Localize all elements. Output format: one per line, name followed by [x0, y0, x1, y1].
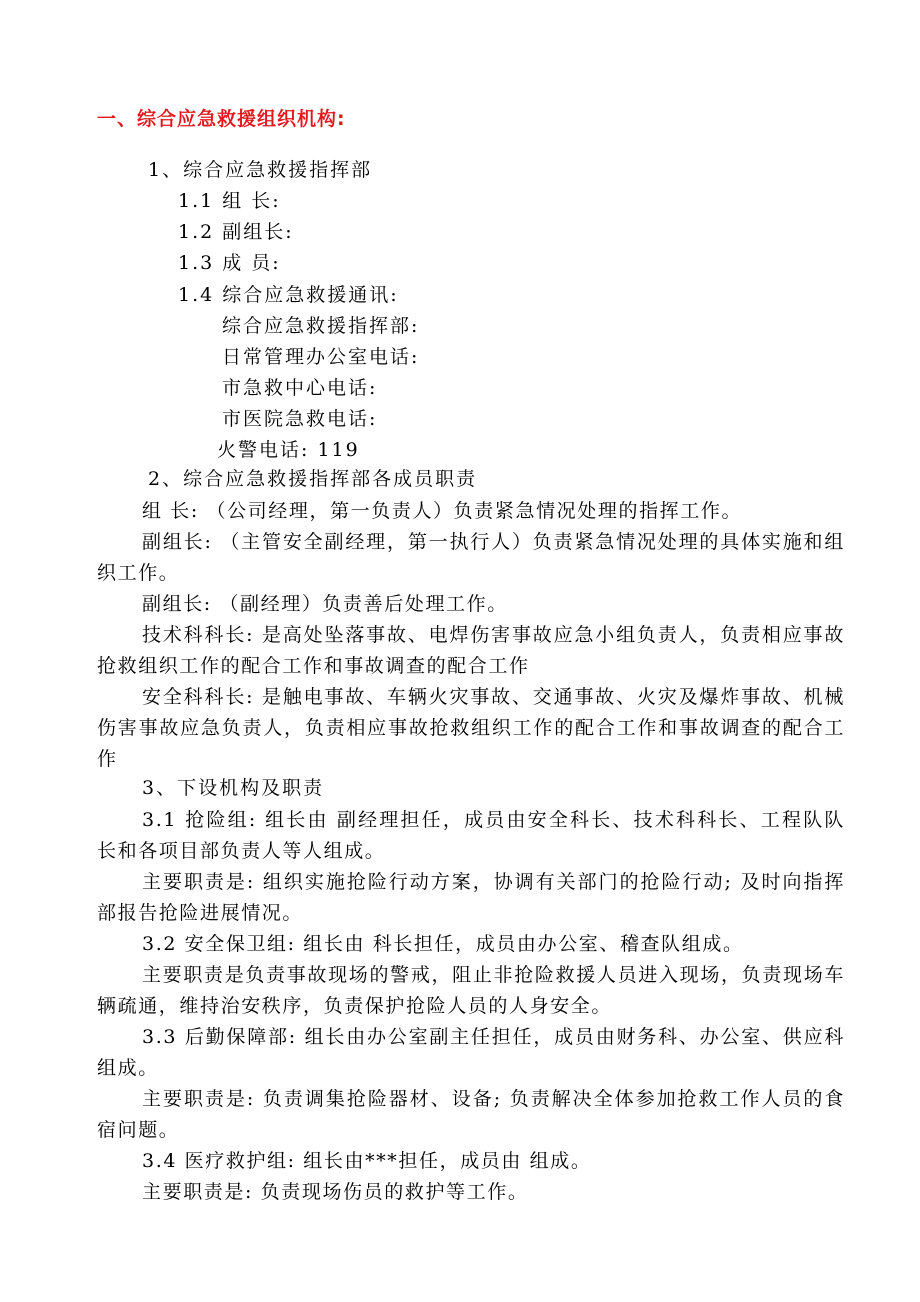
- comm-item: 市医院急救电话:: [222, 408, 378, 430]
- comm-item: 火警电话: 119: [217, 439, 360, 461]
- deputy-line: 1.2 副组长:: [178, 221, 294, 243]
- duty-paragraph: 安全科科长: 是触电事故、车辆火灾事故、交通事故、火灾及爆炸事故、机械伤害事故应急负责人，负责相应事故抢救组织工作的配合工作和事故调查的配合工作: [97, 686, 845, 770]
- duty-paragraph: 副组长: （主管安全副经理，第一执行人）负责紧急情况处理的具体实施和组织工作。: [97, 531, 845, 584]
- unit-paragraph: 3.4 医疗救护组: 组长由***担任，成员由 组成。: [142, 1150, 592, 1172]
- unit-paragraph: 3.3 后勤保障部: 组长由办公室副主任担任，成员由财务科、办公室、供应科组成。: [97, 1026, 845, 1079]
- comm-item: 市急救中心电话:: [222, 377, 378, 399]
- subsection-title: 1、综合应急救援指挥部: [148, 159, 373, 181]
- duty-paragraph: 组 长: （公司经理，第一负责人）负责紧急情况处理的指挥工作。: [142, 500, 743, 522]
- unit-paragraph: 主要职责是负责事故现场的警戒，阻止非抢险救援人员进入现场，负责现场车辆疏通，维持治安秩序，负责保护抢险人员的人身安全。: [97, 964, 845, 1017]
- comm-item: 日常管理办公室电话:: [222, 346, 420, 368]
- unit-paragraph: 主要职责是: 负责调集抢险器材、设备; 负责解决全体参加抢救工作人员的食宿问题。: [97, 1088, 845, 1141]
- subsection-title: 2、综合应急救援指挥部各成员职责: [148, 468, 478, 490]
- unit-paragraph: 3.2 安全保卫组: 组长由 科长担任，成员由办公室、稽查队组成。: [142, 933, 744, 955]
- duty-paragraph: 副组长: （副经理）负责善后处理工作。: [142, 593, 508, 615]
- section-heading: 一、综合应急救援组织机构:: [97, 108, 346, 130]
- members-line: 1.3 成 员:: [178, 252, 281, 274]
- comm-item: 综合应急救援指挥部:: [222, 315, 420, 337]
- unit-paragraph: 3.1 抢险组: 组长由 副经理担任，成员由安全科长、技术科科长、工程队队长和各项目部负责人等人组成。: [97, 809, 845, 862]
- leader-line: 1.1 组 长:: [178, 190, 281, 212]
- unit-paragraph: 主要职责是: 负责现场伤员的救护等工作。: [142, 1181, 529, 1203]
- subsection-title: 3、下设机构及职责: [142, 777, 325, 799]
- duty-paragraph: 技术科科长: 是高处坠落事故、电焊伤害事故应急小组负责人，负责相应事故抢救组织工作的配合工作和事故调查的配合工作: [97, 624, 845, 677]
- comms-line: 1.4 综合应急救援通讯:: [178, 284, 399, 306]
- unit-paragraph: 主要职责是: 组织实施抢险行动方案，协调有关部门的抢险行动; 及时向指挥部报告抢险进展情况。: [97, 871, 845, 924]
